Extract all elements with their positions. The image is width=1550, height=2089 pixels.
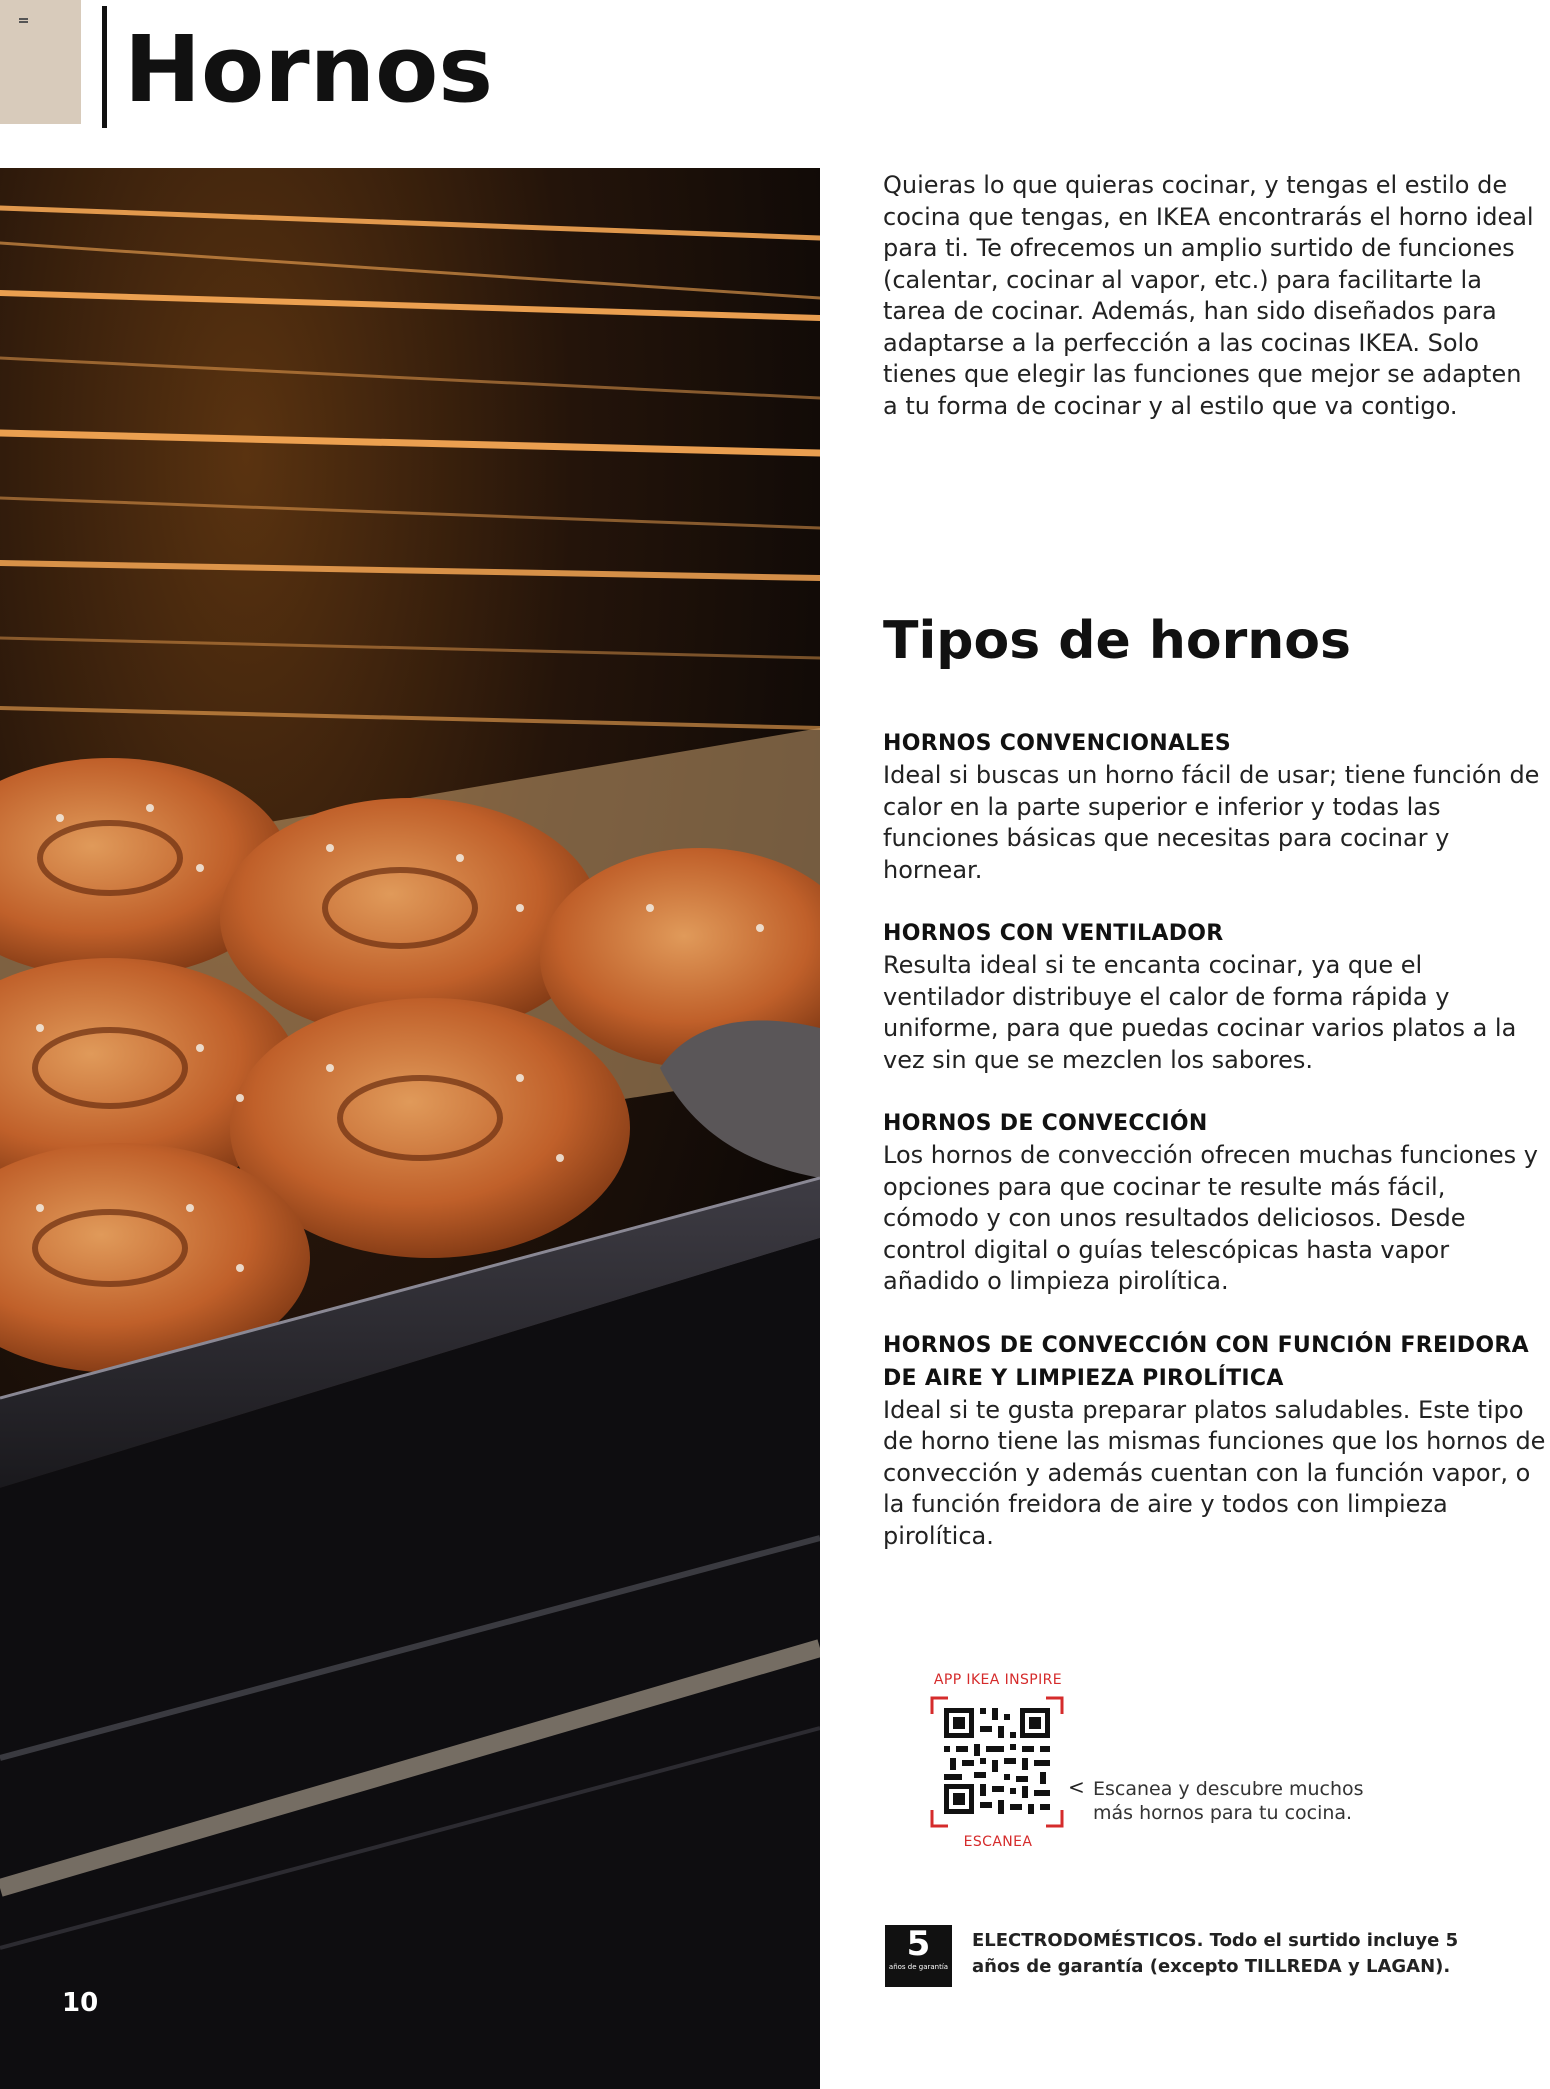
oven-photo	[0, 168, 820, 2089]
page-number: 10	[62, 1988, 99, 2018]
qr-code-icon[interactable]	[930, 1696, 1064, 1828]
qr-caption: Escanea y descubre muchos más hornos para tu cocina.	[1093, 1778, 1364, 1824]
oven-type-item	[883, 1329, 1548, 1553]
page-title: Hornos	[124, 16, 494, 123]
section-title: Tipos de hornos	[883, 611, 1351, 671]
warranty-text: ELECTRODOMÉSTICOS. Todo el surtido incluye 5 años de garantía (excepto TILLREDA y LAGAN).	[972, 1930, 1459, 1977]
header-tab-block	[0, 0, 81, 124]
arrow-left-icon: <	[1068, 1775, 1085, 1799]
title-divider-bar	[102, 6, 107, 128]
warranty-number: 5	[906, 1924, 931, 1964]
oven-type-heading: HORNOS DE CONVECCIÓN	[883, 1111, 1208, 1136]
oven-type-item	[883, 727, 1548, 886]
warranty-small-label: años de garantía	[888, 1963, 949, 1971]
oven-type-text: Los hornos de convección ofrecen muchas funciones y opciones para que cocinar te resulte más fácil, cómodo y con unos resultados deliciosos. Desde control digital o guías telescópicas hasta vapor añadido o limpieza pirolítica.	[883, 1141, 1539, 1295]
intro-paragraph: Quieras lo que quieras cocinar, y tengas el estilo de cocina que tengas, en IKEA encontrarás el horno ideal para ti. Te ofrecemos un amplio surtido de funciones (calentar, cocinar al vapor, etc.) para facilitarte la tarea de cocinar. Además, han sido diseñados para adaptarse a la perfección a las cocinas IKEA. Solo tienes que elegir las funciones que mejor se adapten a tu forma de cocinar y al estilo que va contigo.	[883, 171, 1534, 420]
qr-top-label: APP IKEA INSPIRE	[933, 1672, 1063, 1688]
oven-type-heading: HORNOS CON VENTILADOR	[883, 921, 1224, 946]
oven-types-list	[883, 727, 1548, 1583]
oven-type-heading: HORNOS CONVENCIONALES	[883, 731, 1232, 756]
menu-lines-icon	[19, 18, 28, 25]
oven-type-text: Resulta ideal si te encanta cocinar, ya que el ventilador distribuye el calor de forma rápida y uniforme, para que puedas cocinar varios platos a la vez sin que se mezclen los sabores.	[883, 951, 1517, 1074]
qr-bottom-label: ESCANEA	[963, 1834, 1033, 1850]
oven-type-text: Ideal si te gusta preparar platos saludables. Este tipo de horno tiene las mismas funciones que los hornos de convección y además cuentan con la función vapor, o la función freidora de aire y todos con limpieza pirolítica.	[883, 1395, 1546, 1550]
oven-type-text: Ideal si buscas un horno fácil de usar; tiene función de calor en la parte superior e inferior y todas las funciones básicas que necesitas para cocinar y hornear.	[883, 761, 1540, 884]
warranty-badge	[885, 1925, 952, 1987]
oven-type-heading: HORNOS DE CONVECCIÓN CON FUNCIÓN FREIDORA DE AIRE Y LIMPIEZA PIROLÍTICA	[883, 1332, 1529, 1391]
oven-type-item	[883, 917, 1548, 1076]
oven-type-item	[883, 1107, 1548, 1298]
